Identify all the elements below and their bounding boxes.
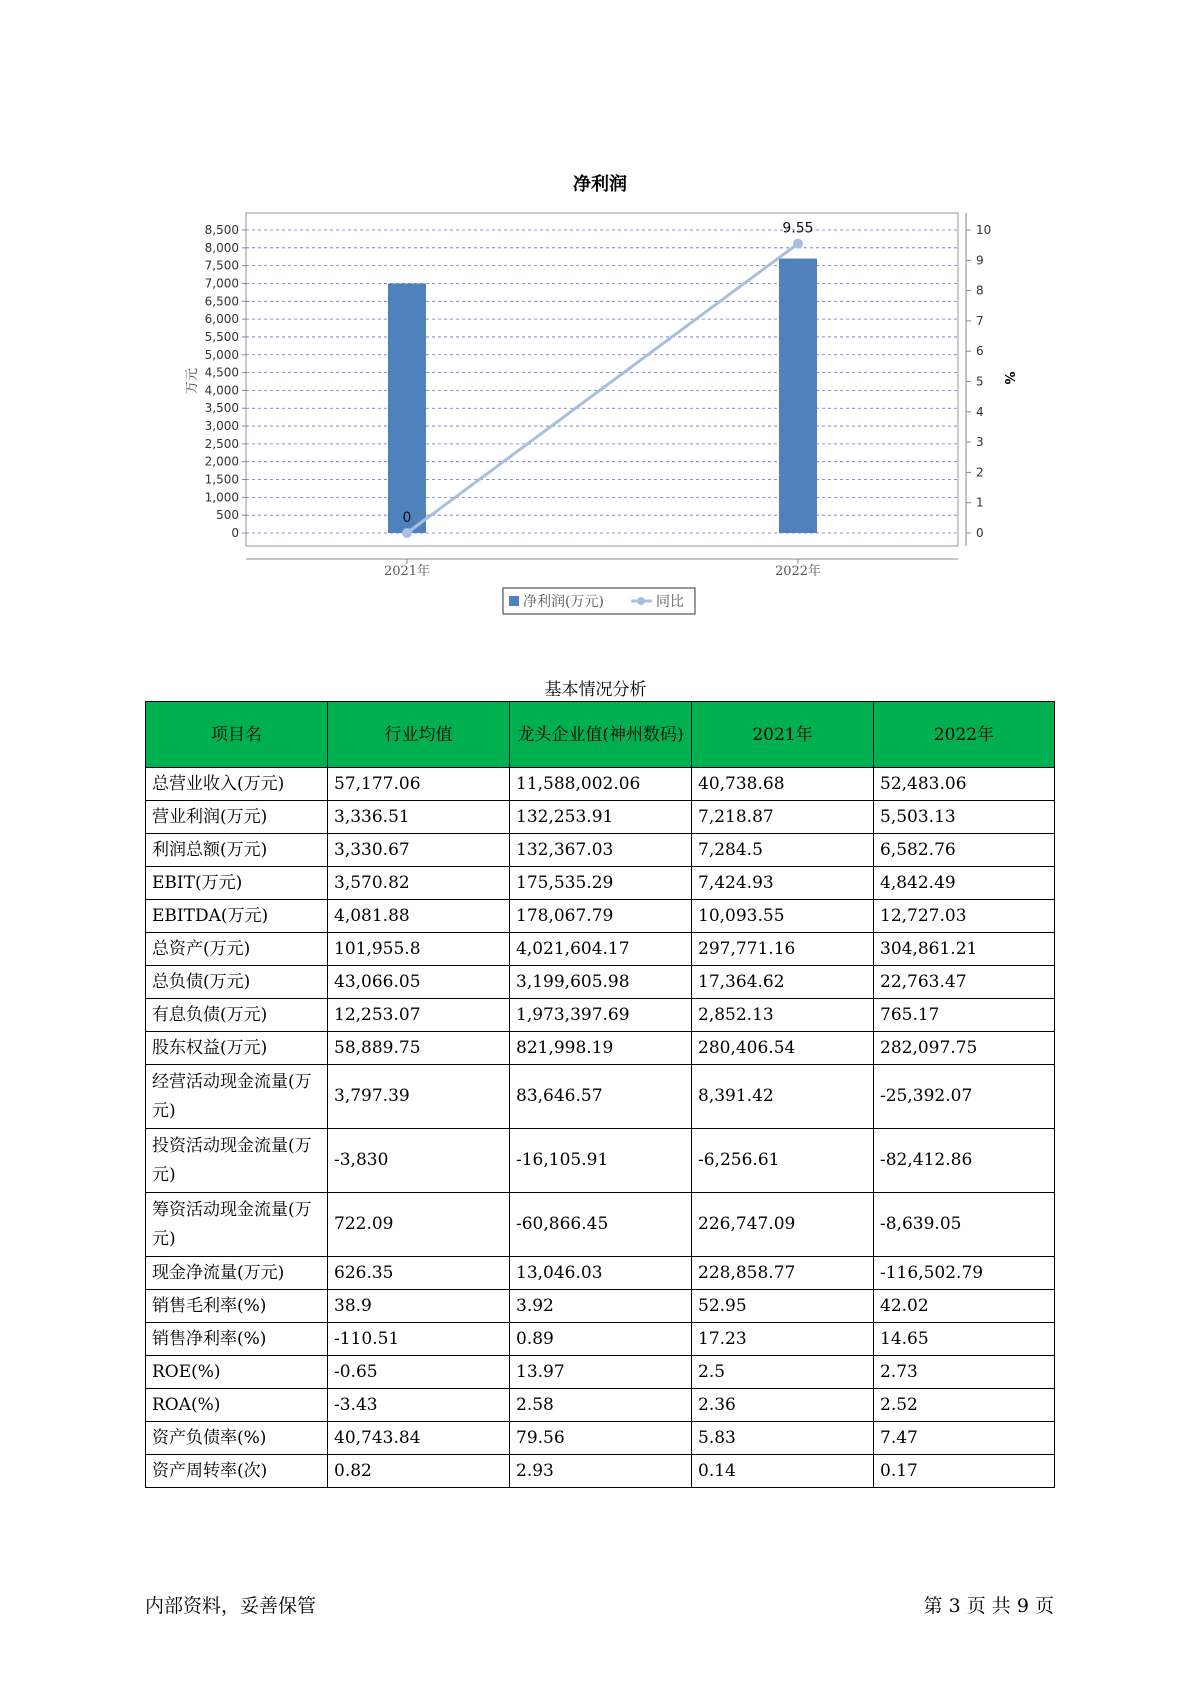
table-cell: 57,177.06 [328,768,510,801]
table-cell: 22,763.47 [874,966,1055,999]
row-label: 营业利润(万元) [146,801,328,834]
y-right-tick-label: 4 [976,404,984,419]
table-row [146,1356,1055,1389]
row-label: 利润总额(万元) [146,834,328,867]
table-cell: 2.73 [874,1356,1055,1389]
table-row [146,801,1055,834]
table-cell: -6,256.61 [692,1129,874,1193]
table-cell: 3,199,605.98 [510,966,692,999]
table-cell: 13,046.03 [510,1257,692,1290]
page-indicator [924,1591,1054,1618]
page-label-mid: 页 共 [966,1595,1011,1617]
table-cell: 1,973,397.69 [510,999,692,1032]
bar [779,259,817,533]
table-cell: 175,535.29 [510,867,692,900]
table-cell: -60,866.45 [510,1193,692,1257]
row-label: EBITDA(万元) [146,900,328,933]
table-cell: 2.36 [692,1389,874,1422]
table-cell: 52,483.06 [874,768,1055,801]
y-right-tick-label: 1 [976,495,984,510]
table-cell: 42.02 [874,1290,1055,1323]
row-label: 经营活动现金流量(万元) [146,1065,328,1129]
net-profit-chart [0,0,1191,640]
table-row [146,966,1055,999]
table-cell: 8,391.42 [692,1065,874,1129]
table-cell: 3.92 [510,1290,692,1323]
y-right-tick-label: 2 [976,465,984,480]
table-cell: 58,889.75 [328,1032,510,1065]
row-label: 资产负债率(%) [146,1422,328,1455]
right-axis [966,213,991,546]
x-tick-label: 2022年 [774,564,822,579]
y-right-tick-label: 10 [976,223,992,237]
table-cell: 626.35 [328,1257,510,1290]
page-number: 3 [948,1595,961,1617]
row-label: 总负债(万元) [146,966,328,999]
table-row [146,867,1055,900]
y-left-tick-label: 500 [216,508,239,523]
table-cell: 304,861.21 [874,933,1055,966]
table-cell: -16,105.91 [510,1129,692,1193]
row-label: ROE(%) [146,1356,328,1389]
x-tick-label: 2021年 [383,564,431,579]
y-axis-right-label: % [1001,371,1016,385]
table-cell: 17.23 [692,1323,874,1356]
table-row [146,834,1055,867]
table-cell: -25,392.07 [874,1065,1055,1129]
line-data-label: 0 [402,510,412,526]
table-cell: 10,093.55 [692,900,874,933]
table-row [146,900,1055,933]
line-point [793,239,803,249]
table-cell: 11,588,002.06 [510,768,692,801]
table-cell: 722.09 [328,1193,510,1257]
row-label: EBIT(万元) [146,867,328,900]
legend-line-marker [637,597,645,605]
table-cell: 821,998.19 [510,1032,692,1065]
legend-bar-label: 净利润(万元) [523,594,604,610]
table-header-row [146,702,1055,768]
table-cell: 0.17 [874,1455,1055,1488]
table-cell: -116,502.79 [874,1257,1055,1290]
table-row [146,1323,1055,1356]
header-item-name: 项目名 [146,702,328,768]
y-left-tick-label: 5,500 [204,329,239,344]
table-cell: 83,646.57 [510,1065,692,1129]
y-left-tick-label: 8,500 [204,223,239,237]
table-row [146,1193,1055,1257]
row-label: 销售毛利率(%) [146,1290,328,1323]
line-data-label: 9.55 [782,220,814,237]
table-row [146,1129,1055,1193]
y-left-tick-label: 6,500 [204,294,239,309]
table-cell: 0.82 [328,1455,510,1488]
confidential-note: 内部资料，妥善保管 [145,1595,317,1617]
y-left-tick-label: 3,500 [204,401,239,416]
y-left-tick-label: 8,000 [204,240,239,255]
table-cell: 52.95 [692,1290,874,1323]
table-row [146,933,1055,966]
table-cell: 2.5 [692,1356,874,1389]
table-caption: 基本情况分析 [544,680,647,700]
table-cell: 228,858.77 [692,1257,874,1290]
table-cell: 2,852.13 [692,999,874,1032]
chart-title: 净利润 [573,174,627,195]
row-label: 资产周转率(次) [146,1455,328,1488]
table-cell: -3,830 [328,1129,510,1193]
legend-line-label: 同比 [656,594,684,610]
table-cell: 132,367.03 [510,834,692,867]
y-right-tick-label: 3 [976,435,984,450]
header-2021: 2021年 [692,702,874,768]
table-cell: -0.65 [328,1356,510,1389]
legend-bar-swatch [509,596,519,606]
table-cell: 101,955.8 [328,933,510,966]
table-row [146,999,1055,1032]
table-cell: 13.97 [510,1356,692,1389]
table-cell: 79.56 [510,1422,692,1455]
y-left-tick-label: 5,000 [204,347,239,362]
table-cell: 40,743.84 [328,1422,510,1455]
table-cell: 2.93 [510,1455,692,1488]
table-row [146,1389,1055,1422]
table-cell: 12,727.03 [874,900,1055,933]
table-cell: 6,582.76 [874,834,1055,867]
row-label: 现金净流量(万元) [146,1257,328,1290]
table-cell: 17,364.62 [692,966,874,999]
table-cell: 0.89 [510,1323,692,1356]
table-cell: 2.52 [874,1389,1055,1422]
row-label: 股东权益(万元) [146,1032,328,1065]
row-label: 总营业收入(万元) [146,768,328,801]
table-cell: 4,021,604.17 [510,933,692,966]
y-right-tick-label: 5 [976,374,984,389]
table-cell: 132,253.91 [510,801,692,834]
table-cell: -82,412.86 [874,1129,1055,1193]
table-cell: 3,336.51 [328,801,510,834]
header-industry-avg: 行业均值 [328,702,510,768]
table-cell: 7,218.87 [692,801,874,834]
table-row [146,1257,1055,1290]
row-label: ROA(%) [146,1389,328,1422]
table-cell: 40,738.68 [692,768,874,801]
table-cell: 0.14 [692,1455,874,1488]
page-label-prefix: 第 [923,1595,943,1617]
table-cell: 3,570.82 [328,867,510,900]
table-cell: 12,253.07 [328,999,510,1032]
table-cell: 43,066.05 [328,966,510,999]
basic-analysis-table [145,701,1055,1488]
table-cell: 38.9 [328,1290,510,1323]
line-point [402,528,412,538]
plot-area [246,213,958,546]
table-cell: -110.51 [328,1323,510,1356]
table-cell: 178,067.79 [510,900,692,933]
y-axis-left-label: 万元 [185,367,200,395]
row-label: 有息负债(万元) [146,999,328,1032]
table-row [146,768,1055,801]
y-left-tick-label: 7,000 [204,276,239,291]
y-right-tick-label: 0 [976,526,984,540]
y-left-tick-label: 6,000 [204,312,239,327]
y-left-tick-label: 4,000 [204,383,239,398]
y-left-tick-label: 3,000 [204,419,239,434]
y-right-tick-label: 8 [976,283,984,298]
y-left-tick-label: 4,500 [204,365,239,380]
y-left-tick-label: 0 [231,526,239,540]
page-total: 9 [1016,1595,1029,1617]
table-cell: 3,330.67 [328,834,510,867]
table-cell: -8,639.05 [874,1193,1055,1257]
table-cell: 4,081.88 [328,900,510,933]
table-cell: 226,747.09 [692,1193,874,1257]
page-label-suffix: 页 [1034,1595,1054,1617]
y-left-tick-label: 1,500 [204,472,239,487]
table-cell: 7,284.5 [692,834,874,867]
y-left-tick-label: 1,000 [204,490,239,505]
y-right-tick-label: 6 [976,344,984,359]
table-cell: 5,503.13 [874,801,1055,834]
table-cell: 3,797.39 [328,1065,510,1129]
y-right-tick-label: 9 [976,253,984,268]
table-cell: 4,842.49 [874,867,1055,900]
table-cell: 280,406.54 [692,1032,874,1065]
y-left-tick-label: 2,000 [204,454,239,469]
row-label: 销售净利率(%) [146,1323,328,1356]
table-cell: 7,424.93 [692,867,874,900]
y-left-tick-label: 7,500 [204,258,239,273]
table-cell: 5.83 [692,1422,874,1455]
table-row [146,1455,1055,1488]
left-axis [205,223,246,540]
row-label: 筹资活动现金流量(万元) [146,1193,328,1257]
header-2022: 2022年 [874,702,1055,768]
x-axis [246,559,958,579]
header-leader-value: 龙头企业值(神州数码) [510,702,692,768]
y-right-tick-label: 7 [976,313,984,328]
y-left-tick-label: 2,500 [204,436,239,451]
table-cell: -3.43 [328,1389,510,1422]
bar [388,283,426,533]
table-row [146,1065,1055,1129]
table-cell: 765.17 [874,999,1055,1032]
table-cell: 297,771.16 [692,933,874,966]
legend [503,588,695,614]
table-row [146,1290,1055,1323]
row-label: 投资活动现金流量(万元) [146,1129,328,1193]
table-cell: 2.58 [510,1389,692,1422]
table-cell: 282,097.75 [874,1032,1055,1065]
row-label: 总资产(万元) [146,933,328,966]
table-row [146,1032,1055,1065]
table-cell: 7.47 [874,1422,1055,1455]
table-row [146,1422,1055,1455]
table-cell: 14.65 [874,1323,1055,1356]
